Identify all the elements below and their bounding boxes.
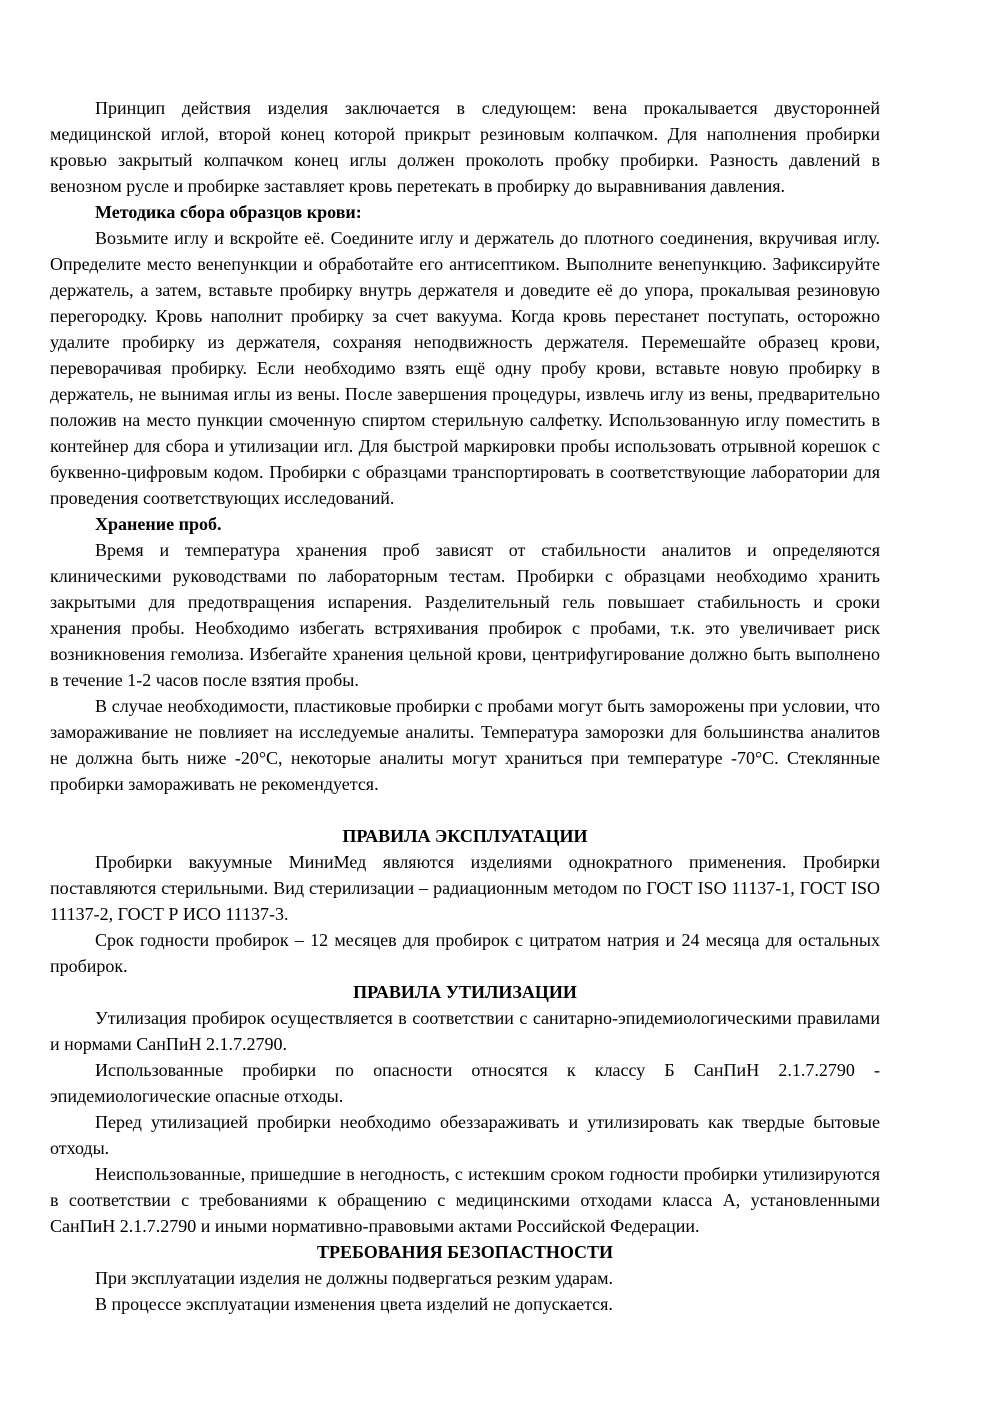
paragraph-no-color-change: В процессе эксплуатации изменения цвета изделий не допускается. xyxy=(95,1294,613,1314)
heading-sample-storage: Хранение проб. xyxy=(95,514,222,534)
paragraph-freezing-conditions: В случае необходимости, пластиковые пробирки с пробами могут быть заморожены при условии, что замораживание не повлияет на исследуемые аналиты. Температура заморозки для большинства аналитов не должна быть ниже -20°С, некоторые аналиты могут храниться при температуре -70°С. Стеклянные пробирки замораживать не рекомендуется. xyxy=(50,696,880,794)
paragraph-shelf-life: Срок годности пробирок – 12 месяцев для пробирок с цитратом натрия и 24 месяца для остальных пробирок. xyxy=(50,930,880,976)
paragraph-disinfection-before-disposal: Перед утилизацией пробирки необходимо обеззараживать и утилизировать как твердые бытовые отходы. xyxy=(50,1112,880,1158)
heading-blood-collection-method: Методика сбора образцов крови: xyxy=(95,202,362,222)
paragraph-used-tubes-class-b: Использованные пробирки по опасности относятся к классу Б СанПиН 2.1.7.2790 - эпидемиологические опасные отходы. xyxy=(50,1060,880,1106)
paragraph-disposal-sanpin: Утилизация пробирок осуществляется в соответствии с санитарно-эпидемиологическими правилами и нормами СанПиН 2.1.7.2790. xyxy=(50,1008,880,1054)
section-title-safety-requirements: ТРЕБОВАНИЯ БЕЗОПАСТНОСТИ xyxy=(316,1242,614,1262)
paragraph-single-use-sterilization: Пробирки вакуумные МиниМед являются изделиями однократного применения. Пробирки поставляются стерильными. Вид стерилизации – радиационным методом по ГОСТ ISO 11137-1, ГОСТ ISO 11137-2, ГОСТ Р ИСО 11137-3. xyxy=(50,852,880,924)
section-title-operation-rules: ПРАВИЛА ЭКСПЛУАТАЦИИ xyxy=(342,826,588,846)
paragraph-unused-tubes-disposal: Неиспользованные, пришедшие в негодность, с истекшим сроком годности пробирки утилизируются в соответствии с требованиями к обращению с медицинскими отходами класса А, установленными СанПиН 2.1.7.2790 и иными нормативно-правовыми актами Российской Федерации. xyxy=(50,1164,880,1236)
paragraph-collection-procedure: Возьмите иглу и вскройте её. Соедините иглу и держатель до плотного соединения, вкручивая иглу. Определите место венепункции и обработайте его антисептиком. Выполните венепункцию. Зафиксируйте держатель, а затем, вставьте пробирку внутрь держателя и доведите её до упора, прокалывая резиновую перегородку. Кровь наполнит пробирку за счет вакуума. Когда кровь перестанет поступать, осторожно удалите пробирку из держателя, сохраняя неподвижность держателя. Перемешайте образец крови, переворачивая пробирку. Если необходимо взять ещё одну пробу крови, вставьте новую пробирку в держатель, не вынимая иглы из вены. После завершения процедуры, извлечь иглу из вены, предварительно положив на место пункции смоченную спиртом стерильную салфетку. Использованную иглу поместить в контейнер для сбора и утилизации игл. Для быстрой маркировки пробы использовать отрывной корешок с буквенно-цифровым кодом. Пробирки с образцами транспортировать в соответствующие лаборатории для проведения соответствующих исследований. xyxy=(50,228,880,508)
paragraph-no-sharp-impacts: При эксплуатации изделия не должны подвергаться резким ударам. xyxy=(95,1268,614,1288)
paragraph-operating-principle: Принцип действия изделия заключается в следующем: вена прокалывается двусторонней медицинской иглой, второй конец которой прикрыт резиновым колпачком. Для наполнения пробирки кровью закрытый колпачком конец иглы должен проколоть пробку пробирки. Разность давлений в венозном русле и пробирке заставляет кровь перетекать в пробирку до выравнивания давления. xyxy=(50,98,880,196)
section-title-disposal-rules: ПРАВИЛА УТИЛИЗАЦИИ xyxy=(353,982,577,1002)
paragraph-storage-conditions: Время и температура хранения проб зависят от стабильности аналитов и определяются клиническими руководствами по лабораторным тестам. Пробирки с образцами необходимо хранить закрытыми для предотвращения испарения. Разделительный гель повышает стабильность и сроки хранения пробы. Необходимо избегать встряхивания пробирок с пробами, т.к. это увеличивает риск возникновения гемолиза. Избегайте хранения цельной крови, центрифугирование должно быть выполнено в течение 1-2 часов после взятия пробы. xyxy=(50,540,880,690)
